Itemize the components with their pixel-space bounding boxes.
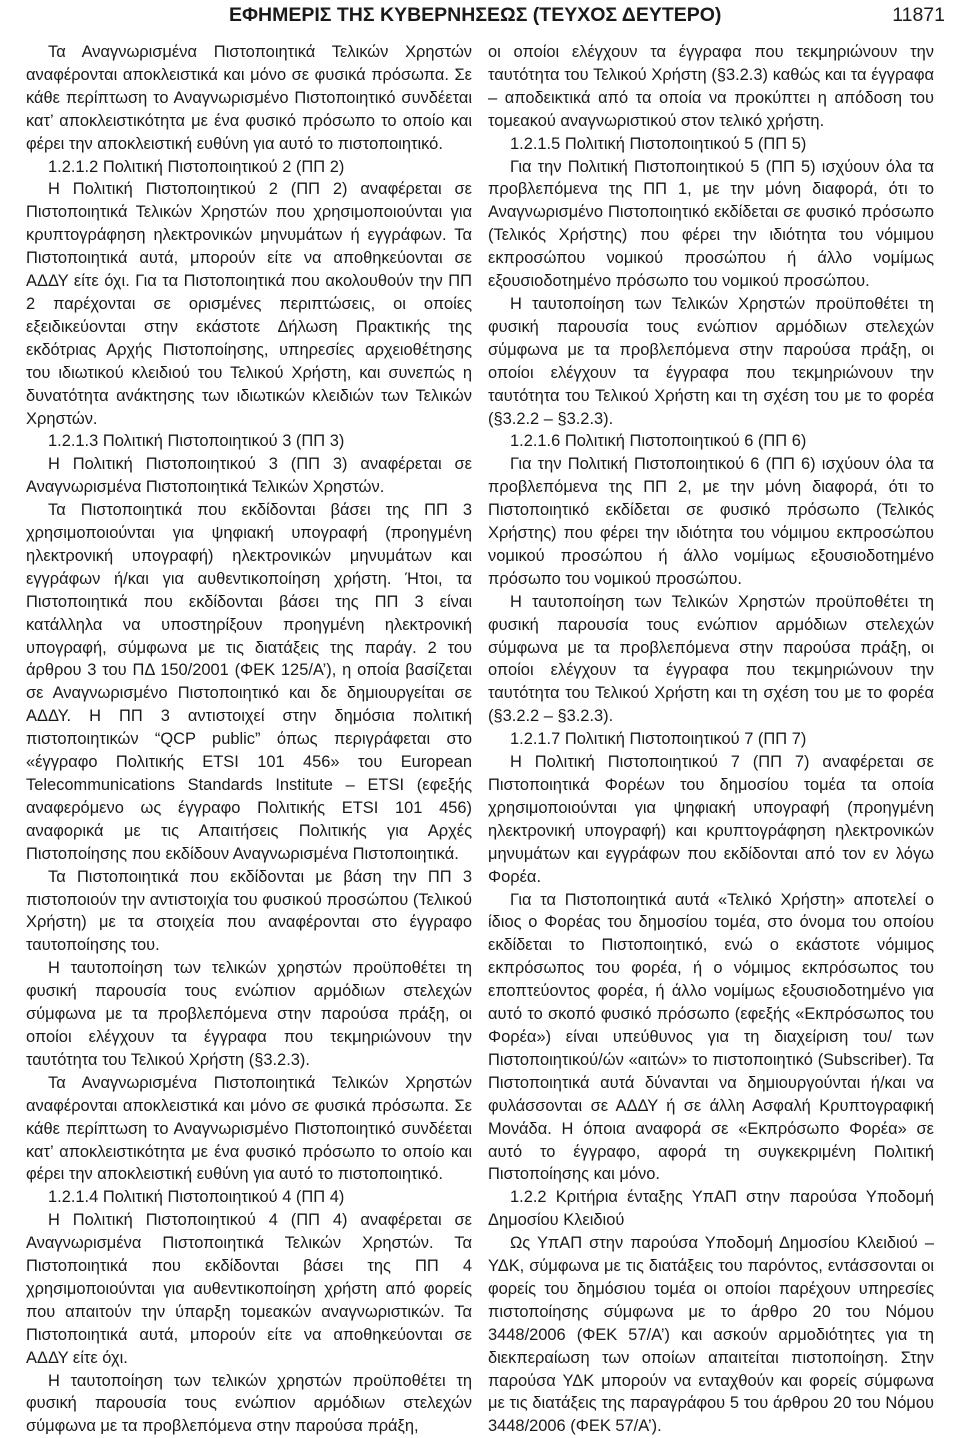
paragraph: Η Πολιτική Πιστοποιητικού 7 (ΠΠ 7) αναφέρεται σε Πιστοποιητικά Φορέων του δημοσίου τομέα τα οποία χρησιμοποιούνται για ψηφιακή υπογραφή (προηγμένη ηλεκτρονική υπογραφή) και κρυπτογράφηση ηλεκτρονικών μηνυμάτων και εγγράφων που εκδίδονται από τον εν λόγω Φορέα.	[488, 753, 934, 886]
section-heading: 1.2.1.2 Πολιτική Πιστοποιητικού 2 (ΠΠ 2)	[48, 157, 345, 176]
paragraph: Η ταυτοποίηση των τελικών χρηστών προϋποθέτει τη φυσική παρουσία τους ενώπιον αρμόδιων στελεχών σύμφωνα με τα προβλεπόμενα στην παρούσα πράξη, οι οποίοι ελέγχουν τα έγγραφα που τεκμηριώνουν την ταυτότητα του Τελικού Χρήστη (§3.2.3).	[26, 959, 472, 1069]
gazette-header-title: ΕΦΗΜΕΡΙΣ ΤΗΣ ΚΥΒΕΡΝΗΣΕΩΣ (ΤΕΥΧΟΣ ΔΕΥΤΕΡΟ)	[229, 4, 722, 26]
page-number: 11871	[892, 4, 945, 26]
section-heading: 1.2.1.7 Πολιτική Πιστοποιητικού 7 (ΠΠ 7)	[510, 730, 807, 749]
paragraph: Η ταυτοποίηση των τελικών χρηστών προϋποθέτει τη φυσική παρουσία τους ενώπιον αρμόδιων στελεχών σύμφωνα με τα προβλεπόμενα στην παρούσα πράξη,	[26, 1371, 472, 1436]
paragraph: Για τα Πιστοποιητικά αυτά «Τελικό Χρήστη» αποτελεί ο ίδιος ο Φορέας του δημοσίου τομέα, στο όνομα του οποίου εκδίδεται το Πιστοποιητικό, ενώ ο εκάστοτε νόμιμος εκπρόσωπος του φορέα, ή ο νόμιμος εκπρόσωπος του εποπτεύοντος φορέα, ή άλλο νομίμως εξουσιοδοτημένο για αυτό το σκοπό φυσικό πρόσωπο (εφεξής «Εκπρόσωπος του Φορέα») είναι υπεύθυνος για τη διαχείριση του/ των Πιστοποιητικού/ών «αιτών» το πιστοποιητικό (Subscriber). Τα Πιστοποιητικά αυτά δύνανται να δημιουργούνται ή/και να φυλάσσονται σε ΑΔΔΥ ή σε άλλη Ασφαλή Κρυπτογραφική Μονάδα. Η όποια αναφορά σε «Εκπρόσωπο Φορέα» σε αυτό το έγγραφο, αφορά τη συγκεκριμένη Πολιτική Πιστοποίησης και μόνο.	[488, 890, 934, 1184]
paragraph: Για την Πολιτική Πιστοποιητικού 5 (ΠΠ 5) ισχύουν όλα τα προβλεπόμενα της ΠΠ 1, με την μόνη διαφορά, ότι το Αναγνωρισμένο Πιστοποιητικό εκδίδεται σε φυσικό πρόσωπο (Τελικός Χρήστης) που φέρει την ιδιότητα του νόμιμου εκπροσώπου νομικού προσώπου ή άλλο νομίμως εξουσιοδοτημένο πρόσωπο του νομικού προσώπου.	[488, 157, 934, 291]
section-heading: 1.2.1.4 Πολιτική Πιστοποιητικού 4 (ΠΠ 4)	[48, 1188, 345, 1207]
paragraph: Τα Αναγνωρισμένα Πιστοποιητικά Τελικών Χρηστών αναφέρονται αποκλειστικά και μόνο σε φυσικά πρόσωπα. Σε κάθε περίπτωση το Αναγνωρισμένο Πιστοποιητικό συνδέεται κατ’ αποκλειστικότητα με ένα φυσικό πρόσωπο το οποίο και φέρει την αποκλειστική ευθύνη για αυτό το πιστοποιητικό.	[26, 1073, 472, 1184]
section-heading: 1.2.1.3 Πολιτική Πιστοποιητικού 3 (ΠΠ 3)	[48, 432, 345, 451]
paragraph: Για την Πολιτική Πιστοποιητικού 6 (ΠΠ 6) ισχύουν όλα τα προβλεπόμενα της ΠΠ 2, με την μόνη διαφορά, ότι το Πιστοποιητικό εκδίδεται σε φυσικό πρόσωπο (Τελικός Χρήστης) που φέρει την ιδιότητα του νόμιμου εκπροσώπου νομικού προσώπου ή άλλο νομίμως εξουσιοδοτημένο πρόσωπο του νομικού προσώπου.	[488, 455, 934, 588]
section-heading: 1.2.1.6 Πολιτική Πιστοποιητικού 6 (ΠΠ 6)	[510, 432, 807, 451]
paragraph: Η Πολιτική Πιστοποιητικού 3 (ΠΠ 3) αναφέρεται σε Αναγνωρισμένα Πιστοποιητικά Τελικών Χρηστών.	[26, 455, 472, 497]
paragraph: Η Πολιτική Πιστοποιητικού 2 (ΠΠ 2) αναφέρεται σε Πιστοποιητικά Τελικών Χρηστών που χρησιμοποιούνται για κρυπτογράφηση ηλεκτρονικών μηνυμάτων ή εγγράφων. Τα Πιστοποιητικά αυτά, μπορούν είτε να αποθηκεύονται σε ΑΔΔΥ είτε όχι. Για τα Πιστοποιητικά που ακολουθούν την ΠΠ 2 παρέχονται σε ορισμένες περιπτώσεις, οι οποίες εξειδικεύονται στην εκάστοτε Δήλωση Πρακτικής της εκδότριας Αρχής Πιστοποίησης, υπηρεσίες αρχειοθέτησης του ιδιωτικού κλειδιού του Τελικού Χρήστη, και συνεπώς η δυνατότητα ανάκτησης των ιδιωτικών κλειδιών των Τελικών Χρηστών.	[26, 180, 472, 428]
left-column	[26, 41, 472, 1438]
paragraph: Τα Πιστοποιητικά που εκδίδονται βάσει της ΠΠ 3 χρησιμοποιούνται για ψηφιακή υπογραφή (προηγμένη ηλεκτρονική υπογραφή) ηλεκτρονικών μηνυμάτων και εγγράφων ή/και για αυθεντικοποίηση χρήστη. Ήτοι, τα Πιστοποιητικά που εκδίδονται βάσει της ΠΠ 3 είναι κατάλληλα να υποστηρίξουν προηγμένη ηλεκτρονική υπογραφή, σύμφωνα με τις διατάξεις της παράγ. 2 του άρθρου 3 του ΠΔ 150/2001 (ΦΕΚ 125/Α’), η οποία βασίζεται σε Αναγνωρισμένο Πιστοποιητικό και δε δημιουργείται σε ΑΔΔΥ. Η ΠΠ 3 αντιστοιχεί στην δημόσια πολιτική πιστοποιητικών “QCP public” όπως περιγράφεται στο «έγγραφο Πολιτικής ETSI 101 456» του European Telecommunications Standards Institute – ETSI (εφεξής αναφερόμενο ως έγγραφο Πολιτικής ETSI 101 456) αναφορικά με τις Απαιτήσεις Πολιτικής για Αρχές Πιστοποίησης που εκδίδουν Αναγνωρισμένα Πιστοποιητικά.	[26, 501, 472, 863]
section-heading: 1.2.1.5 Πολιτική Πιστοποιητικού 5 (ΠΠ 5)	[510, 134, 807, 153]
right-column	[488, 41, 934, 1438]
paragraph: Η Πολιτική Πιστοποιητικού 4 (ΠΠ 4) αναφέρεται σε Αναγνωρισμένα Πιστοποιητικά Τελικών Χρηστών. Τα Πιστοποιητικά που εκδίδονται βάσει της ΠΠ 4 χρησιμοποιούνται για αυθεντικοποίηση χρήστη από φορείς που απαιτούν την ύπαρξη τομεακών αναγνωριστικών. Τα Πιστοποιητικά αυτά, μπορούν είτε να αποθηκεύονται σε ΑΔΔΥ είτε όχι.	[26, 1211, 472, 1367]
section-heading: 1.2.2 Κριτήρια ένταξης ΥπΑΠ στην παρούσα Υποδομή Δημοσίου Κλειδιού	[488, 1188, 934, 1230]
paragraph: Η ταυτοποίηση των Τελικών Χρηστών προϋποθέτει τη φυσική παρουσία τους ενώπιον αρμόδιων στελεχών σύμφωνα με τα προβλεπόμενα στην παρούσα πράξη, οι οποίοι ελέγχουν τα έγγραφα που τεκμηριώνουν την ταυτότητα του Τελικού Χρήστη και τη σχέση του με το φορέα (§3.2.2 – §3.2.3).	[488, 592, 934, 726]
paragraph-continuation: οι οποίοι ελέγχουν τα έγγραφα που τεκμηριώνουν την ταυτότητα του Τελικού Χρήστη (§3.2.3) καθώς και τα έγγραφα – αποδεικτικά από τα οποία να προκύπτει η απόδοση του τομεακού αναγνωριστικού στον τελικό χρήστη.	[488, 43, 934, 130]
paragraph: Τα Πιστοποιητικά που εκδίδονται με βάση την ΠΠ 3 πιστοποιούν την αντιστοιχία του φυσικού προσώπου (Τελικού Χρήστη) με τα στοιχεία που αναφέρονται στο έγγραφο ταυτοποίησης του.	[26, 867, 472, 955]
paragraph: Ως ΥπΑΠ στην παρούσα Υποδομή Δημοσίου Κλειδιού – ΥΔΚ, σύμφωνα με τις διατάξεις του παρόντος, εντάσσονται οι φορείς του δημόσιου τομέα οι οποίοι παρέχουν υπηρεσίες πιστοποίησης σύμφωνα με το άρθρο 20 του Νόμου 3448/2006 (ΦΕΚ 57/Α’) και ασκούν αρμοδιότητες για τη διεκπεραίωση των οποίων απαιτείται πιστοποίηση. Στην παρούσα ΥΔΚ μπορούν να ενταχθούν και φορείς σύμφωνα με τις διατάξεις της παραγράφου 5 του άρθρου 20 του Νόμου 3448/2006 (ΦΕΚ 57/Α’).	[488, 1234, 934, 1436]
paragraph: Η ταυτοποίηση των Τελικών Χρηστών προϋποθέτει τη φυσική παρουσία τους ενώπιον αρμόδιων στελεχών σύμφωνα με τα προβλεπόμενα στην παρούσα πράξη, οι οποίοι ελέγχουν τα έγγραφα που τεκμηριώνουν την ταυτότητα του Τελικού Χρήστη και τη σχέση του με το φορέα (§3.2.2 – §3.2.3).	[488, 294, 934, 428]
paragraph: Τα Αναγνωρισμένα Πιστοποιητικά Τελικών Χρηστών αναφέρονται αποκλειστικά και μόνο σε φυσικά πρόσωπα. Σε κάθε περίπτωση το Αναγνωρισμένο Πιστοποιητικό συνδέεται κατ’ αποκλειστικότητα με ένα φυσικό πρόσωπο το οποίο και φέρει την αποκλειστική ευθύνη για αυτό το πιστοποιητικό.	[26, 43, 472, 153]
